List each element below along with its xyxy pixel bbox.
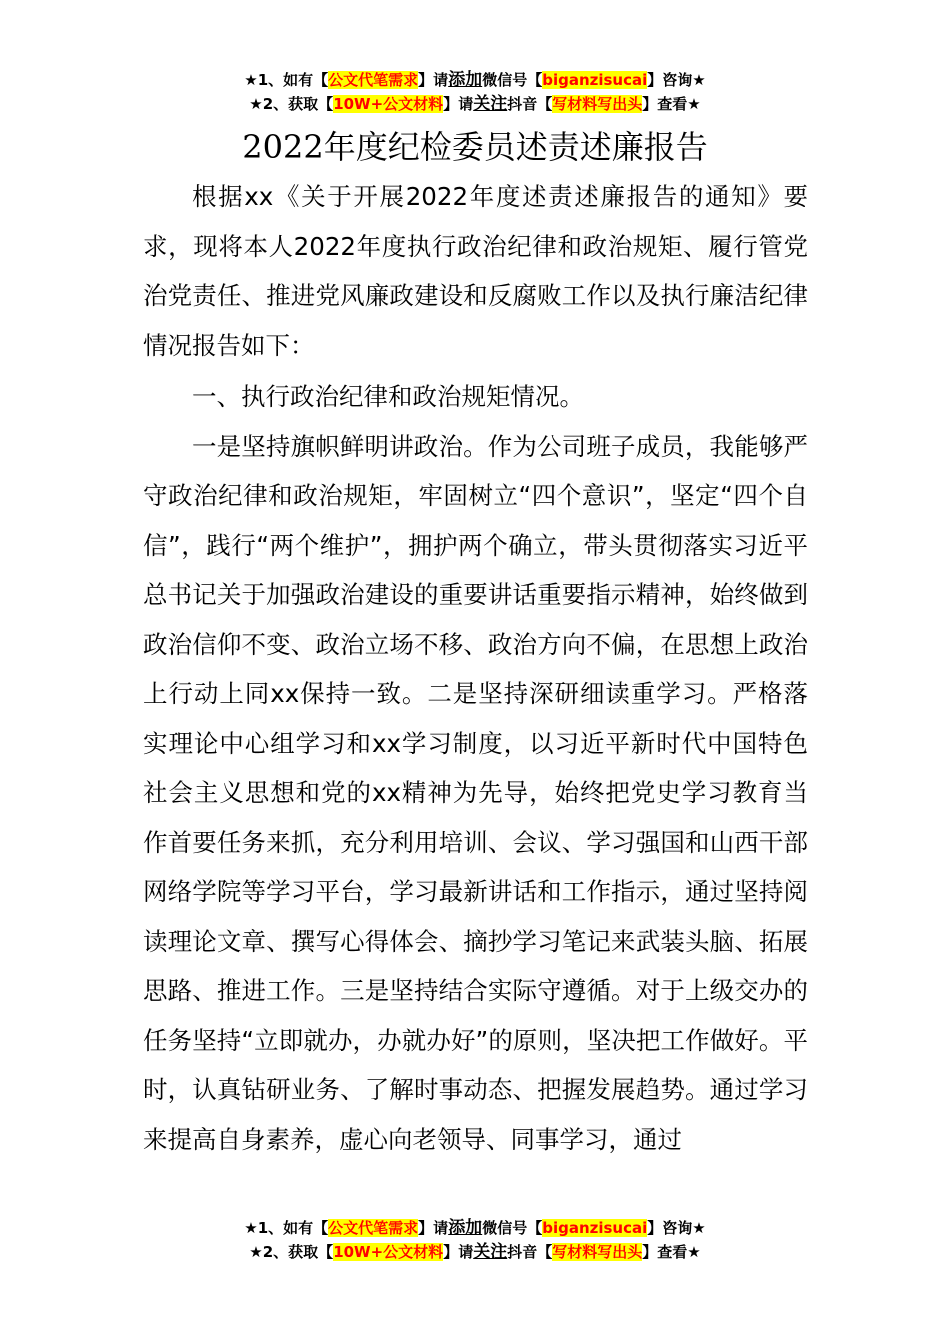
document-title: 2022年度纪检委员述责述廉报告 [242,128,708,166]
promo-line-1: ★1、如有【公文代笔需求】请添加微信号【biganzisucai】咨询★ [244,1218,706,1238]
highlight-douyin-id: 写材料写出头 [552,1243,643,1261]
promo-banner-bottom [0,1216,950,1264]
highlight-service: 公文代笔需求 [328,71,419,89]
promo-line-2: ★2、获取【10W+公文材料】请关注抖音【写材料写出头】查看★ [249,1242,701,1262]
section-heading: 一、执行政治纪律和政治规矩情况。 [192,382,584,411]
promo-line-1: ★1、如有【公文代笔需求】请添加微信号【biganzisucai】咨询★ [244,70,706,90]
highlight-douyin-id: 写材料写出头 [552,95,643,113]
highlight-wechat-id: biganzisucai [542,71,648,89]
paragraph-intro: 根据xx《关于开展2022年度述责述廉报告的通知》要求，现将本人2022年度执行政治纪律和政治规矩、履行管党治党责任、推进党风廉政建设和反腐败工作以及执行廉洁纪律情况报告如下： [143,182,808,360]
highlight-materials: 10W+公文材料 [333,1243,444,1261]
highlight-materials: 10W+公文材料 [333,95,444,113]
promo-banner-top [0,68,950,116]
promo-line-2: ★2、获取【10W+公文材料】请关注抖音【写材料写出头】查看★ [249,94,701,114]
highlight-service: 公文代笔需求 [328,1219,419,1237]
paragraph-body: 一是坚持旗帜鲜明讲政治。作为公司班子成员，我能够严守政治纪律和政治规矩，牢固树立“四个意识”，坚定“四个自信”，践行“两个维护”，拥护两个确立，带头贯彻落实习近平总书记关于加强政治建设的重要讲话重要指示精神，始终做到政治信仰不变、政治立场不移、政治方向不偏，在思想上政治上行动上同xx保持一致。二是坚持深研细读重学习。严格落实理论中心组学习和xx学习制度，以习近平新时代中国特色社会主义思想和党的xx精神为先导，始终把党史学习教育当作首要任务来抓，充分利用培训、会议、学习强国和山西干部网络学院等学习平台，学习最新讲话和工作指示，通过坚持阅读理论文章、撰写心得体会、摘抄学习笔记来武装头脑、拓展思路、推进工作。三是坚持结合实际守遵循。对于上级交办的任务坚持“立即就办，办就办好”的原则，坚决把工作做好。平时，认真钻研业务、了解时事动态、把握发展趋势。通过学习来提高自身素养，虚心向老领导、同事学习，通过 [143,431,808,1154]
document-body [143,172,808,1164]
highlight-wechat-id: biganzisucai [542,1219,648,1237]
